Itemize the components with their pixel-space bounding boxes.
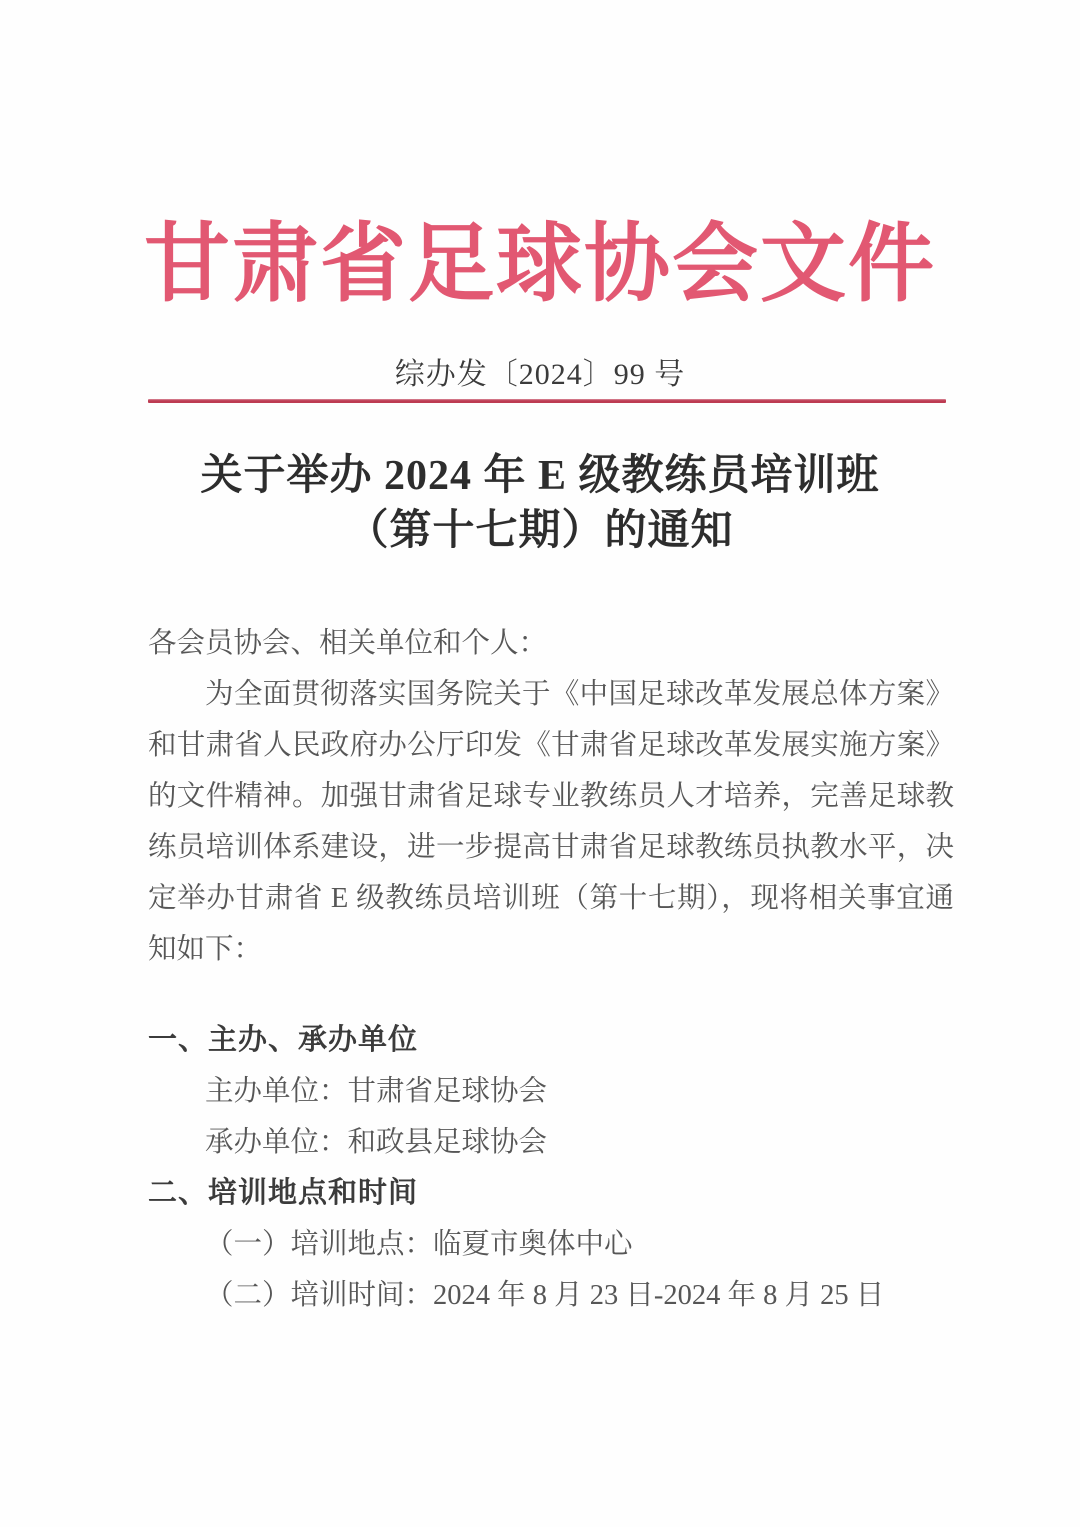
body-line: 和甘肃省人民政府办公厅印发《甘肃省足球改革发展实施方案》 <box>148 730 954 761</box>
salutation: 各会员协会、相关单位和个人： <box>148 628 548 659</box>
list-item: （二）培训时间：2024 年 8 月 23 日-2024 年 8 月 25 日 <box>205 1280 885 1311</box>
list-item: 承办单位：和政县足球协会 <box>205 1127 548 1158</box>
document-title-line2: （第十七期）的通知 <box>346 508 734 554</box>
doc-number: 综办发〔2024〕99 号 <box>394 358 686 391</box>
document-title <box>0 449 1080 559</box>
body-line: 定举办甘肃省 E 级教练员培训班（第十七期），现将相关事宜通 <box>148 883 954 914</box>
list-item: 主办单位：甘肃省足球协会 <box>205 1076 548 1107</box>
body-line: 为全面贯彻落实国务院关于《中国足球改革发展总体方案》 <box>205 679 954 710</box>
body-line: 知如下： <box>148 934 263 965</box>
document-title-line1: 关于举办 2024 年 E 级教练员培训班 <box>200 453 880 499</box>
document-body <box>148 618 954 1321</box>
section-heading-1: 一、主办、承办单位 <box>148 1024 419 1056</box>
list-item: （一）培训地点：临夏市奥体中心 <box>205 1229 633 1260</box>
body-line: 练员培训体系建设，进一步提高甘肃省足球教练员执教水平，决 <box>148 832 954 863</box>
org-letterhead-title: 甘肃省足球协会文件 <box>144 216 936 312</box>
red-divider-line <box>148 399 946 403</box>
section-heading-2: 二、培训地点和时间 <box>148 1177 419 1209</box>
body-line: 的文件精神。加强甘肃省足球专业教练员人才培养，完善足球教 <box>148 781 954 812</box>
